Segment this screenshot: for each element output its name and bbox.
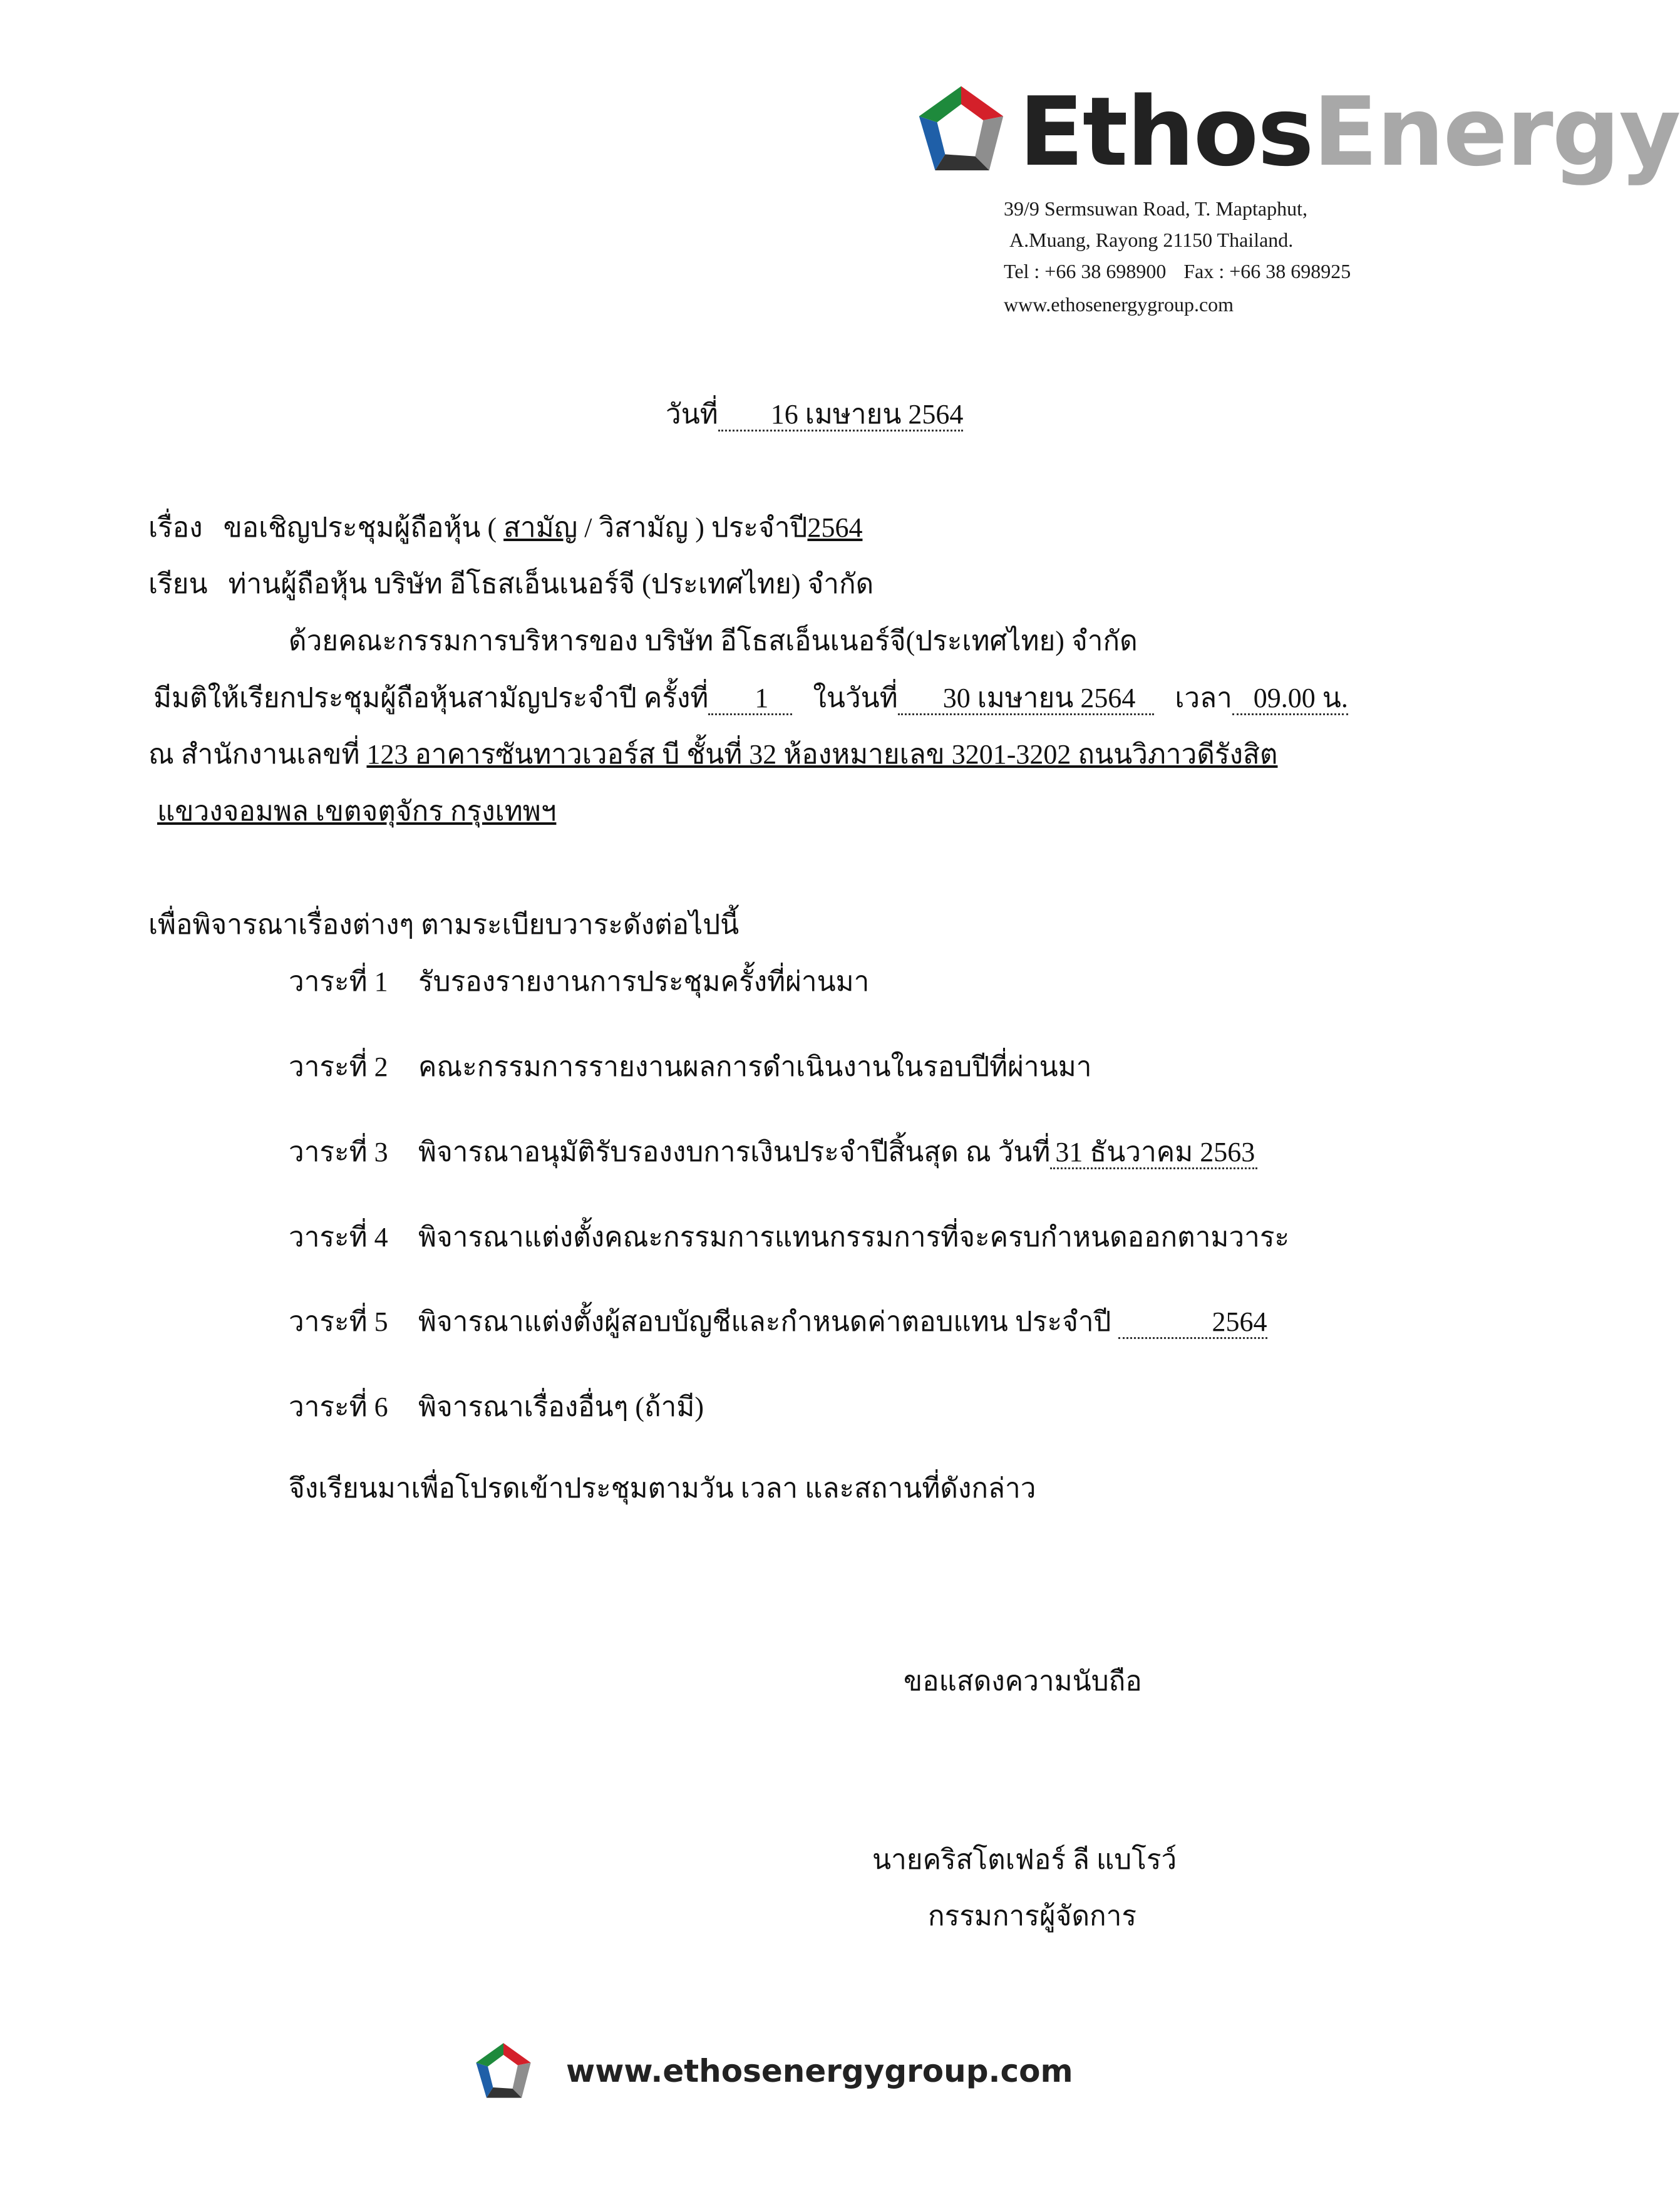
company-logo bbox=[911, 69, 1680, 194]
agenda-item-3-date: 31 ธันวาคม 2563 bbox=[1050, 1137, 1257, 1169]
brand-part-ethos: Ethos bbox=[1019, 76, 1313, 187]
subject-year: 2564 bbox=[807, 512, 863, 543]
agenda-item-6-label: วาระที่ 6 bbox=[289, 1392, 388, 1422]
tel-number: Tel : +66 38 698900 bbox=[1004, 260, 1167, 282]
agenda-item-4-label: วาระที่ 4 bbox=[289, 1222, 388, 1253]
closing-sentence: จึงเรียนมาเพื่อโปรดเข้าประชุมตามวัน เวลา และสถานที่ดังกล่าว bbox=[289, 1473, 1036, 1504]
agenda-intro: เพื่อพิจารณาเรื่องต่างๆ ตามระเบียบวาระดังต่อไปนี้ bbox=[148, 909, 740, 940]
ethosenergy-logo-icon bbox=[911, 80, 1011, 180]
date-label: วันที่ bbox=[666, 399, 718, 430]
to-label: เรียน bbox=[148, 569, 208, 599]
address-line-1: 39/9 Sermsuwan Road, T. Maptaphut, bbox=[1004, 197, 1307, 220]
footer-logo-icon bbox=[471, 2039, 536, 2104]
fax-number: Fax : +66 38 698925 bbox=[1183, 260, 1351, 282]
meeting-time: 09.00 น. bbox=[1232, 683, 1348, 715]
agenda-item-2-text: คณะกรรมการรายงานผลการดำเนินงานในรอบปีที่ผ่านมา bbox=[418, 1052, 1092, 1082]
agenda-item-2-label: วาระที่ 2 bbox=[289, 1052, 388, 1082]
letter-date bbox=[666, 397, 963, 432]
agenda-item-5-year: 2564 bbox=[1118, 1307, 1267, 1339]
agenda-item-6-text: พิจารณาเรื่องอื่นๆ (ถ้ามี) bbox=[418, 1392, 704, 1422]
header-website: www.ethosenergygroup.com bbox=[1004, 293, 1234, 316]
to-recipient: ท่านผู้ถือหุ้น บริษัท อีโธสเอ็นเนอร์จี (ประเทศไทย) จำกัด bbox=[228, 569, 874, 599]
salutation-line bbox=[148, 567, 873, 602]
agenda-item-3 bbox=[418, 1135, 1257, 1170]
brand-part-energy: Energy bbox=[1312, 76, 1680, 187]
signer-position: กรรมการผู้จัดการ bbox=[928, 1901, 1137, 1931]
agenda-item-1-label: วาระที่ 1 bbox=[289, 966, 388, 997]
contact-line bbox=[1004, 260, 1351, 283]
venue-label: ณ สำนักงานเลขที่ bbox=[148, 739, 360, 770]
venue-line-1 bbox=[148, 737, 1277, 772]
logo-red-segment bbox=[961, 86, 1003, 120]
resolution-text: มีมติให้เรียกประชุมผู้ถือหุ้นสามัญประจำปี ครั้งที่ bbox=[153, 683, 709, 713]
venue-address-2: แขวงจอมพล เขตจตุจักร กรุงเทพฯ bbox=[157, 796, 557, 827]
footer-website: www.ethosenergygroup.com bbox=[566, 2053, 1073, 2089]
meeting-date: 30 เมษายน 2564 bbox=[898, 683, 1155, 715]
meeting-number: 1 bbox=[708, 683, 792, 715]
venue-address-1: 123 อาคารซันทาวเวอร์ส บี ชั้นที่ 32 ห้องหมายเลข 3201-3202 ถนนวิภาวดีรังสิต bbox=[366, 739, 1278, 770]
subject-line bbox=[148, 510, 862, 545]
signer-name: นายคริสโตเฟอร์ ลี แบโรว์ bbox=[872, 1844, 1177, 1875]
on-date-label: ในวันที่ bbox=[813, 683, 898, 713]
regards: ขอแสดงความนับถือ bbox=[904, 1666, 1142, 1697]
subject-text-part1: ขอเชิญประชุมผู้ถือหุ้น ( bbox=[223, 512, 497, 543]
subject-ordinary-underlined: สามัญ bbox=[503, 512, 578, 543]
subject-label: เรื่อง bbox=[148, 512, 203, 543]
time-label: เวลา bbox=[1175, 683, 1232, 713]
agenda-item-5 bbox=[418, 1305, 1267, 1340]
agenda-item-3-text: พิจารณาอนุมัติรับรองงบการเงินประจำปีสิ้นสุด ณ วันที่ bbox=[418, 1137, 1051, 1167]
date-value: 16 เมษายน 2564 bbox=[718, 400, 964, 432]
subject-text-part2: / วิสามัญ ) ประจำปี bbox=[584, 512, 808, 543]
venue-line-2 bbox=[148, 794, 556, 829]
agenda-item-4-text: พิจารณาแต่งตั้งคณะกรรมการแทนกรรมการที่จะครบกำหนดออกตามวาระ bbox=[418, 1222, 1290, 1253]
address-line-2: A.Muang, Rayong 21150 Thailand. bbox=[1009, 229, 1294, 251]
agenda-item-5-label: วาระที่ 5 bbox=[289, 1306, 388, 1337]
logo-green-segment bbox=[919, 86, 961, 123]
brand-name bbox=[1019, 73, 1680, 192]
agenda-item-3-label: วาระที่ 3 bbox=[289, 1137, 388, 1167]
agenda-item-1-text: รับรองรายงานการประชุมครั้งที่ผ่านมา bbox=[418, 966, 870, 997]
resolution-line bbox=[153, 681, 1348, 716]
agenda-item-5-text: พิจารณาแต่งตั้งผู้สอบบัญชีและกำหนดค่าตอบแทน ประจำปี bbox=[418, 1306, 1111, 1337]
intro-paragraph: ด้วยคณะกรรมการบริหารของ บริษัท อีโธสเอ็นเนอร์จี(ประเทศไทย) จำกัด bbox=[289, 626, 1138, 656]
